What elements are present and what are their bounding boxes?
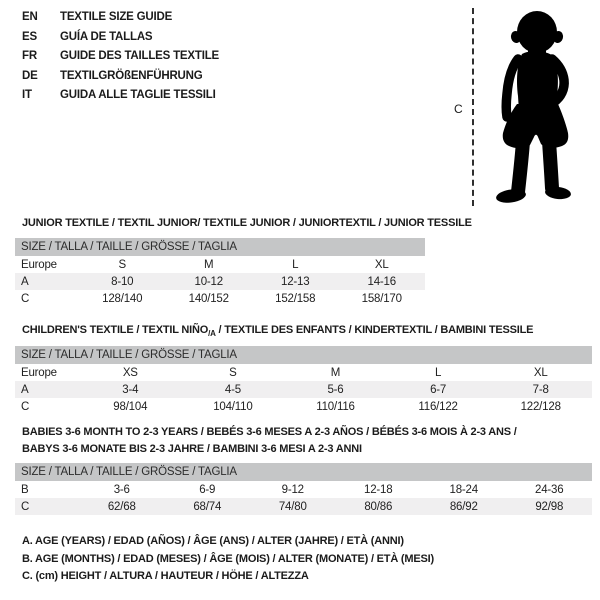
size-header-row — [15, 346, 592, 364]
table-row-age — [15, 381, 592, 398]
babies-table-title — [22, 424, 517, 458]
table-row-europe — [15, 364, 592, 381]
table-cell: 140/152 — [188, 292, 229, 305]
row-label: A — [15, 273, 79, 290]
table-cell: 74/80 — [250, 498, 336, 515]
table-cell: M — [330, 366, 341, 379]
table-cell: 116/122 — [418, 400, 458, 413]
table-row-height — [15, 498, 592, 515]
babies-size-table — [15, 463, 592, 515]
table-cell: S — [229, 366, 237, 379]
row-label: C — [15, 498, 79, 515]
table-cell: 24-36 — [535, 483, 564, 496]
lang-code: EN — [22, 11, 38, 23]
table-cell: 62/68 — [79, 498, 165, 515]
table-cell: 122/128 — [520, 400, 561, 413]
table-cell: XS — [122, 366, 138, 379]
lang-row-it — [22, 86, 219, 106]
lang-code: DE — [22, 69, 38, 82]
row-label: Europe — [21, 258, 57, 271]
lang-row-fr — [22, 47, 219, 67]
lang-row-de — [22, 67, 219, 87]
legend-note-c: C. (cm) HEIGHT / ALTURA / HAUTEUR / HÖHE / ALTEZZA — [22, 570, 309, 582]
table-cell: M — [204, 258, 214, 271]
table-cell: 4-5 — [182, 381, 285, 398]
table-cell: 80/86 — [336, 498, 422, 515]
table-cell: 12-18 — [364, 483, 393, 496]
lang-row-es — [22, 28, 219, 48]
children-table-title — [22, 322, 533, 342]
lang-title: TEXTILGRÖßENFÜHRUNG — [60, 69, 203, 82]
table-cell: 92/98 — [507, 498, 593, 515]
height-measure-label: C — [454, 102, 463, 116]
size-header-row — [15, 238, 425, 256]
lang-row-en — [22, 8, 219, 28]
table-cell: S — [118, 258, 126, 271]
lang-code: ES — [22, 30, 37, 43]
size-header-label: SIZE / TALLA / TAILLE / GRÖSSE / TAGLIA — [15, 463, 592, 481]
table-row-europe — [15, 256, 425, 273]
table-row-height — [15, 290, 425, 307]
row-label: Europe — [21, 366, 57, 379]
children-title-sub: /A — [208, 329, 216, 339]
children-title-part: CHILDREN'S TEXTILE / TEXTIL NIÑO — [22, 324, 209, 336]
table-row-height — [15, 398, 592, 415]
table-cell: XL — [374, 258, 389, 271]
table-cell: 6-9 — [199, 483, 216, 496]
legend-note-a: A. AGE (YEARS) / EDAD (AÑOS) / ÂGE (ANS) / ALTER (JAHRE) / ETÀ (ANNI) — [22, 535, 404, 547]
table-cell: 6-7 — [387, 381, 490, 398]
legend-notes — [22, 533, 434, 586]
babies-title-line: BABYS 3-6 MONATE BIS 2-3 JAHRE / BAMBINI 3-6 MESI A 2-3 ANNI — [22, 443, 362, 455]
table-cell: 7-8 — [489, 381, 592, 398]
table-cell: 128/140 — [102, 292, 143, 305]
table-cell: 9-12 — [281, 483, 304, 496]
language-header — [22, 8, 219, 106]
table-cell: 110/116 — [316, 400, 355, 413]
table-cell: 3-6 — [113, 483, 130, 496]
children-size-table — [15, 346, 592, 415]
table-cell: 12-13 — [252, 273, 339, 290]
row-label: B — [21, 483, 29, 496]
table-cell: 104/110 — [213, 400, 253, 413]
junior-table-title: JUNIOR TEXTILE / TEXTIL JUNIOR/ TEXTILE JUNIOR / JUNIORTEXTIL / JUNIOR TESSILE — [22, 217, 472, 229]
table-row-age — [15, 273, 425, 290]
lang-code: IT — [22, 89, 32, 101]
row-label: A — [15, 381, 79, 398]
size-header-row — [15, 463, 592, 481]
table-cell: 68/74 — [165, 498, 251, 515]
lang-title: TEXTILE SIZE GUIDE — [60, 11, 173, 23]
junior-size-table — [15, 238, 425, 307]
row-label: C — [21, 400, 30, 413]
table-cell: L — [292, 258, 299, 271]
lang-title: GUIDE DES TAILLES TEXTILE — [60, 50, 219, 62]
table-cell: L — [434, 366, 442, 379]
table-cell: XL — [533, 366, 548, 379]
table-cell: 98/104 — [113, 400, 148, 413]
table-row-months — [15, 481, 592, 498]
lang-title: GUÍA DE TALLAS — [60, 30, 153, 43]
size-header-label: SIZE / TALLA / TAILLE / GRÖSSE / TAGLIA — [15, 238, 425, 256]
lang-code: FR — [22, 50, 37, 62]
table-cell: 86/92 — [421, 498, 507, 515]
lang-title: GUIDA ALLE TAGLIE TESSILI — [60, 89, 216, 101]
baby-silhouette-icon — [480, 6, 594, 206]
table-cell: 152/158 — [275, 292, 316, 305]
table-cell: 14-16 — [339, 273, 426, 290]
height-dashed-line — [472, 8, 474, 206]
row-label: C — [21, 292, 30, 305]
children-title-part: / TEXTILE DES ENFANTS / KINDERTEXTIL / BAMBINI TESSILE — [215, 324, 534, 336]
size-header-label: SIZE / TALLA / TAILLE / GRÖSSE / TAGLIA — [15, 346, 592, 364]
legend-note-b: B. AGE (MONTHS) / EDAD (MESES) / ÂGE (MOIS) / ALTER (MONATE) / ETÀ (MESI) — [22, 552, 434, 565]
table-cell: 18-24 — [449, 483, 478, 496]
table-cell: 10-12 — [166, 273, 253, 290]
table-cell: 8-10 — [79, 273, 166, 290]
table-cell: 158/170 — [361, 292, 402, 305]
table-cell: 3-4 — [79, 381, 182, 398]
babies-title-line: BABIES 3-6 MONTH TO 2-3 YEARS / BEBÉS 3-6 MESES A 2-3 AÑOS / BÉBÉS 3-6 MOIS À 2-3 ANS / — [22, 426, 517, 438]
height-measure-figure — [450, 4, 598, 210]
table-cell: 5-6 — [284, 381, 387, 398]
